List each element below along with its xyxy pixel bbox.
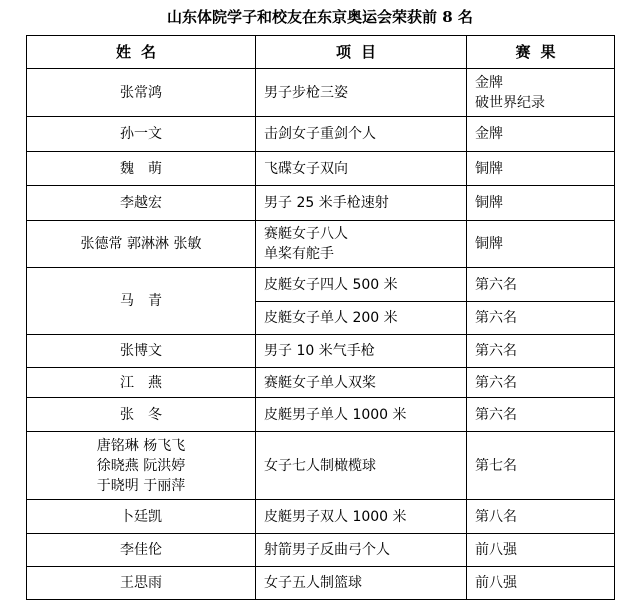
athlete-name-cell <box>27 221 256 268</box>
athlete-name: 李越宏 <box>120 195 162 211</box>
event-cell <box>256 432 467 500</box>
table-row <box>27 69 615 117</box>
result-text: 第六名 <box>475 374 517 391</box>
event-name: 女子五人制篮球 <box>264 575 362 591</box>
header-name: 姓名 <box>27 36 256 69</box>
table-row <box>27 368 615 398</box>
athlete-name-cell <box>27 432 256 500</box>
results-table <box>26 35 615 600</box>
event-name: 女子七人制橄榄球 <box>264 457 376 474</box>
header-result: 赛果 <box>467 36 615 69</box>
result-text: 铜牌 <box>475 160 503 177</box>
event-name: 男子步枪三姿 <box>264 84 348 101</box>
event-cell <box>256 335 467 368</box>
event-cell <box>256 186 467 221</box>
athlete-name-cell <box>27 500 256 534</box>
result-cell <box>467 500 615 534</box>
result-text: 第八名 <box>475 508 517 525</box>
event-name: 皮艇男子双人 1000 米 <box>264 508 407 525</box>
athlete-name: 于晓明 于丽萍 <box>96 477 186 494</box>
athlete-name: 江 燕 <box>120 374 162 391</box>
table-row <box>27 335 615 368</box>
result-text: 第六名 <box>475 343 517 359</box>
result-cell <box>467 398 615 432</box>
athlete-name: 王思雨 <box>120 575 162 591</box>
athlete-name-cell <box>27 398 256 432</box>
table-row <box>27 432 615 500</box>
table-header-row <box>27 36 615 69</box>
athlete-name: 张 冬 <box>120 406 162 423</box>
event-cell <box>256 534 467 567</box>
table-row <box>27 534 615 567</box>
result-cell <box>467 302 615 335</box>
event-cell <box>256 152 467 186</box>
result-text: 金牌 <box>475 126 503 142</box>
athlete-name: 张德常 郭淋淋 张敏 <box>80 236 202 252</box>
page-title: 山东体院学子和校友在东京奥运会荣获前 8 名 <box>167 8 473 26</box>
event-name: 单桨有舵手 <box>264 246 334 262</box>
athlete-name-cell <box>27 117 256 152</box>
result-cell <box>467 534 615 567</box>
athlete-name-cell <box>27 152 256 186</box>
event-name: 皮艇女子单人 200 米 <box>264 310 398 326</box>
result-text: 金牌 <box>475 74 503 91</box>
table-row <box>27 268 615 302</box>
event-cell <box>256 368 467 398</box>
table-row <box>27 186 615 221</box>
result-text: 第七名 <box>475 457 517 474</box>
athlete-name-cell <box>27 335 256 368</box>
table-row <box>27 221 615 268</box>
event-cell <box>256 500 467 534</box>
event-cell <box>256 117 467 152</box>
event-name: 飞碟女子双向 <box>264 160 348 177</box>
athlete-name-cell <box>27 567 256 600</box>
result-text: 铜牌 <box>475 236 503 252</box>
table-row <box>27 567 615 600</box>
athlete-name: 李佳伦 <box>120 542 162 558</box>
event-name: 皮艇男子单人 1000 米 <box>264 406 407 423</box>
result-text: 第六名 <box>475 406 517 423</box>
result-cell <box>467 368 615 398</box>
result-cell <box>467 69 615 117</box>
result-cell <box>467 335 615 368</box>
event-name: 男子 25 米手枪速射 <box>264 195 389 211</box>
event-cell <box>256 567 467 600</box>
athlete-name-cell <box>27 534 256 567</box>
event-name: 皮艇女子四人 500 米 <box>264 276 398 293</box>
result-text: 第六名 <box>475 276 517 293</box>
result-text: 铜牌 <box>475 195 503 211</box>
event-cell <box>256 302 467 335</box>
event-name: 赛艇女子八人 <box>264 226 348 242</box>
athlete-name-cell <box>27 368 256 398</box>
athlete-name: 马 青 <box>120 293 162 309</box>
athlete-name: 卜廷凯 <box>120 508 162 525</box>
athlete-name: 唐铭琳 杨飞飞 <box>96 437 186 454</box>
table-row <box>27 398 615 432</box>
result-text: 破世界纪录 <box>475 94 545 111</box>
event-name: 击剑女子重剑个人 <box>264 126 376 142</box>
result-text: 第六名 <box>475 310 517 326</box>
athlete-name: 张常鸿 <box>120 84 162 101</box>
result-cell <box>467 432 615 500</box>
event-name: 男子 10 米气手枪 <box>264 343 375 359</box>
event-cell <box>256 69 467 117</box>
athlete-name-cell <box>27 186 256 221</box>
table-row <box>27 117 615 152</box>
event-cell <box>256 398 467 432</box>
athlete-name: 孙一文 <box>120 126 162 142</box>
event-cell <box>256 268 467 302</box>
result-cell <box>467 268 615 302</box>
result-cell <box>467 186 615 221</box>
table-row <box>27 500 615 534</box>
event-name: 赛艇女子单人双桨 <box>264 374 376 391</box>
result-text: 前八强 <box>475 542 517 558</box>
athlete-name: 张博文 <box>120 343 162 359</box>
table-row <box>27 152 615 186</box>
athlete-name: 魏 萌 <box>120 160 162 177</box>
result-cell <box>467 152 615 186</box>
event-name: 射箭男子反曲弓个人 <box>264 542 390 558</box>
result-cell <box>467 567 615 600</box>
athlete-name-cell <box>27 268 256 335</box>
athlete-name-cell <box>27 69 256 117</box>
event-cell <box>256 221 467 268</box>
athlete-name: 徐晓燕 阮洪婷 <box>96 457 186 474</box>
result-cell <box>467 221 615 268</box>
result-cell <box>467 117 615 152</box>
result-text: 前八强 <box>475 575 517 591</box>
header-event: 项目 <box>256 36 467 69</box>
